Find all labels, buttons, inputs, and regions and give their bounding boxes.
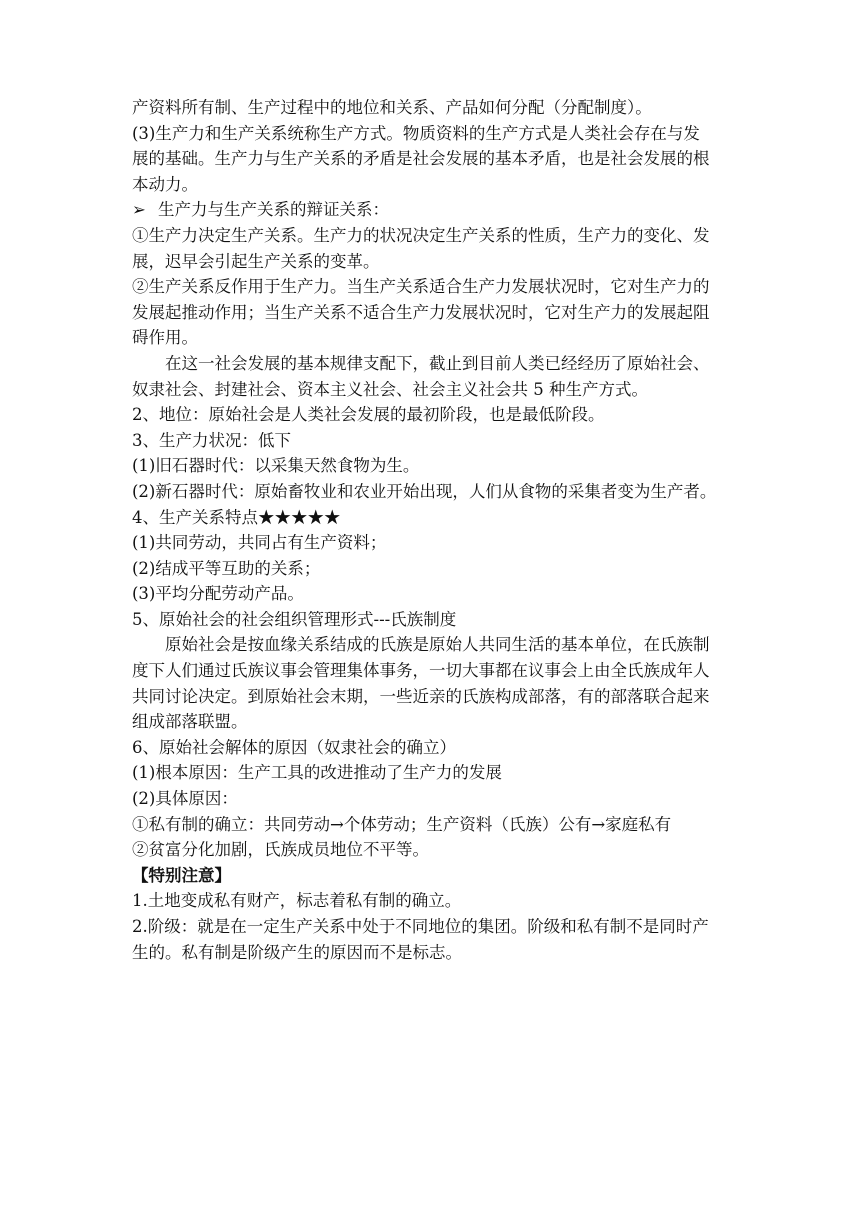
text-line: 本动力。: [132, 174, 198, 194]
text-line: 碍作用。: [132, 328, 198, 348]
bullet-heading: [132, 197, 732, 223]
text-line: (1)共同劳动，共同占有生产资料；: [132, 533, 387, 553]
section-heading: 6、原始社会解体的原因（奴隶社会的确立）: [132, 737, 456, 757]
text-line: (1)旧石器时代：以采集天然食物为生。: [132, 456, 420, 476]
text-line: 奴隶社会、封建社会、资本主义社会、社会主义社会共 5 种生产方式。: [132, 379, 648, 399]
text-line: ①私有制的确立：共同劳动→个体劳动；生产资料（氏族）公有→家庭私有: [132, 814, 672, 834]
text-line: 共同讨论决定。到原始社会末期，一些近亲的氏族构成部落，有的部落联合起来: [132, 686, 710, 706]
bullet-heading-text: 生产力与生产关系的辩证关系：: [158, 200, 389, 220]
text-line: (2)具体原因：: [132, 789, 238, 809]
section-heading: 4、生产关系特点★★★★★: [132, 507, 341, 527]
text-line: 2.阶级：就是在一定生产关系中处于不同地位的集团。阶级和私有制不是同时产: [132, 917, 709, 936]
text-line: 产资料所有制、生产过程中的地位和关系、产品如何分配（分配制度）。: [132, 98, 652, 117]
text-line: 在这一社会发展的基本规律支配下，截止到目前人类已经经历了原始社会、: [165, 353, 710, 373]
text-line: (3)生产力和生产关系统称生产方式。物质资料的生产方式是人类社会存在与发: [132, 123, 700, 143]
text-line: 展，迟早会引起生产关系的变革。: [132, 251, 380, 271]
text-line: 1.土地变成私有财产，标志着私有制的确立。: [132, 891, 462, 911]
special-note-heading: 【特别注意】: [132, 865, 231, 885]
section-heading: 5、原始社会的社会组织管理形式---氏族制度: [132, 609, 457, 629]
text-line: 展的基础。生产力与生产关系的矛盾是社会发展的基本矛盾，也是社会发展的根: [132, 149, 710, 169]
text-line: (2)结成平等互助的关系；: [132, 558, 321, 578]
text-line: ①生产力决定生产关系。生产力的状况决定生产关系的性质，生产力的变化、发: [132, 225, 710, 245]
section-heading: 2、地位：原始社会是人类社会发展的最初阶段，也是最低阶段。: [132, 405, 605, 425]
text-line: (3)平均分配劳动产品。: [132, 584, 304, 604]
text-line: ②贫富分化加剧，氏族成员地位不平等。: [132, 840, 429, 860]
text-line: 生的。私有制是阶级产生的原因而不是标志。: [132, 942, 462, 962]
arrow-bullet-icon: ➢: [132, 200, 146, 220]
text-line: (1)根本原因：生产工具的改进推动了生产力的发展: [132, 763, 502, 783]
text-line: 组成部落联盟。: [132, 712, 248, 732]
text-line: 发展起推动作用；当生产关系不适合生产力发展状况时，它对生产力的发展起阻: [132, 302, 710, 322]
document-page: [132, 95, 732, 965]
section-heading: 3、生产力状况：低下: [132, 430, 291, 450]
text-line: (2)新石器时代：原始畜牧业和农业开始出现，人们从食物的采集者变为生产者。: [132, 481, 717, 501]
text-line: 原始社会是按血缘关系结成的氏族是原始人共同生活的基本单位，在氏族制: [165, 635, 710, 655]
text-line: 度下人们通过氏族议事会管理集体事务，一切大事都在议事会上由全氏族成年人: [132, 661, 710, 681]
text-line: ②生产关系反作用于生产力。当生产关系适合生产力发展状况时，它对生产力的: [132, 277, 710, 297]
